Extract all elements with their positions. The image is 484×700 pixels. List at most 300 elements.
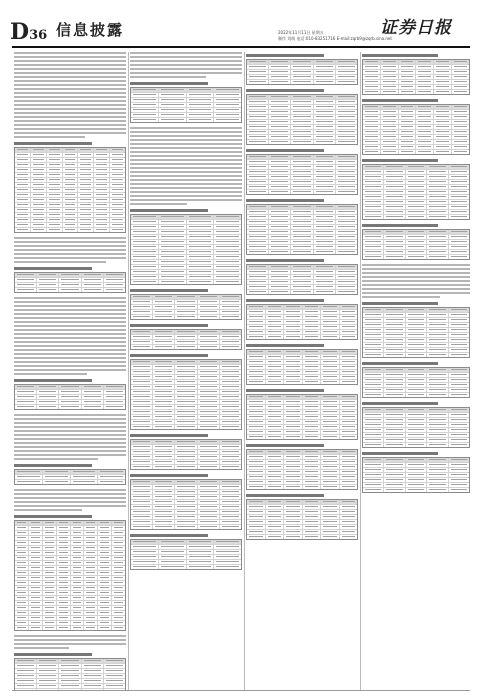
table-cell <box>214 220 241 224</box>
table-cell <box>321 435 340 439</box>
table-row <box>247 140 357 144</box>
table-row <box>363 353 469 357</box>
table-cell <box>98 526 112 530</box>
text-line <box>130 199 242 201</box>
table-cell <box>159 113 187 117</box>
table-cell <box>406 488 427 492</box>
table-cell <box>363 80 381 84</box>
table-cell <box>198 415 220 419</box>
table-cell <box>284 520 303 524</box>
text-line <box>14 313 126 315</box>
table-cell <box>427 368 448 372</box>
table-cell <box>427 205 448 209</box>
table-cell <box>321 380 340 384</box>
table-cell <box>340 450 358 454</box>
text-line <box>14 497 126 499</box>
text-line <box>14 414 126 416</box>
table-cell <box>449 483 469 487</box>
table-cell <box>284 470 303 474</box>
table-cell <box>43 601 57 605</box>
table-cell <box>47 178 63 182</box>
table-cell <box>363 483 384 487</box>
table-cell <box>363 473 384 477</box>
table-cell <box>449 413 469 417</box>
table-cell <box>406 338 427 342</box>
table-cell <box>384 185 405 189</box>
table-cell <box>98 571 112 575</box>
table-cell <box>314 220 336 224</box>
table-cell <box>220 520 241 524</box>
table-cell <box>78 163 94 167</box>
table-cell <box>78 218 94 222</box>
table-cell <box>303 330 322 334</box>
table-cell <box>29 521 43 525</box>
table-cell <box>427 235 448 239</box>
table-cell <box>247 355 266 359</box>
table-cell <box>214 250 241 254</box>
table-cell <box>63 213 79 217</box>
table-cell <box>220 445 241 449</box>
table-cell <box>57 526 71 530</box>
table-cell <box>336 115 357 119</box>
table-cell <box>175 450 197 454</box>
table-cell <box>220 465 241 469</box>
table-cell <box>363 235 384 239</box>
table-cell <box>399 115 417 119</box>
table-cell <box>427 428 448 432</box>
table-cell <box>384 255 405 259</box>
table-cell <box>15 385 37 389</box>
table-cell <box>314 180 336 184</box>
table-cell <box>82 273 104 277</box>
table-cell <box>247 325 266 329</box>
table-cell <box>131 240 159 244</box>
table-cell <box>175 360 197 364</box>
table-cell <box>269 220 291 224</box>
table-cell <box>406 170 427 174</box>
table-cell <box>269 225 291 229</box>
table-cell <box>104 400 125 404</box>
table-cell <box>131 450 153 454</box>
data-table-block <box>362 302 470 358</box>
table-cell <box>266 505 285 509</box>
data-table-block <box>246 149 358 195</box>
table-cell <box>266 335 285 339</box>
table-cell <box>363 125 381 129</box>
data-table-block <box>14 464 126 485</box>
table-cell <box>303 510 322 514</box>
table-cell <box>452 120 469 124</box>
text-line <box>362 280 470 282</box>
table-cell <box>247 170 269 174</box>
text-line <box>362 272 470 274</box>
table-cell <box>434 60 452 64</box>
table-cell <box>63 153 79 157</box>
table-cell <box>284 320 303 324</box>
table-cell <box>406 195 427 199</box>
table-cell <box>269 80 291 84</box>
table-cell <box>220 315 241 319</box>
table-cell <box>43 621 57 625</box>
table-cell <box>363 433 384 437</box>
table-cell <box>363 428 384 432</box>
table-cell <box>220 310 241 314</box>
table-cell <box>427 230 448 234</box>
table-cell <box>220 335 241 339</box>
table-cell <box>363 423 384 427</box>
table-cell <box>363 373 384 377</box>
table-cell <box>427 473 448 477</box>
table-cell <box>314 280 336 284</box>
table-cell <box>104 669 125 673</box>
table-cell <box>159 245 187 249</box>
table-cell <box>291 120 313 124</box>
table-cell <box>84 546 98 550</box>
table-cell <box>336 185 357 189</box>
text-line <box>14 88 126 90</box>
table-cell <box>340 415 358 419</box>
table-caption <box>246 54 324 57</box>
text-paragraph <box>14 52 126 138</box>
table-cell <box>363 115 381 119</box>
table-cell <box>427 383 448 387</box>
table-cell <box>291 110 313 114</box>
table-cell <box>406 210 427 214</box>
table-cell <box>59 664 81 668</box>
table-cell <box>266 530 285 534</box>
table-cell <box>340 500 358 504</box>
table-cell <box>104 664 125 668</box>
table-cell <box>384 323 405 327</box>
data-table <box>246 154 358 195</box>
table-cell <box>247 505 266 509</box>
table-cell <box>284 330 303 334</box>
table-cell <box>71 586 85 590</box>
table-cell <box>269 275 291 279</box>
table-cell <box>314 240 336 244</box>
table-cell <box>131 420 153 424</box>
table-cell <box>416 80 434 84</box>
table-caption <box>246 344 324 347</box>
table-cell <box>363 240 384 244</box>
text-line <box>14 120 126 122</box>
table-cell <box>15 148 31 152</box>
table-cell <box>434 120 452 124</box>
table-cell <box>59 400 81 404</box>
table-caption <box>246 259 324 262</box>
table-cell <box>153 305 175 309</box>
table-cell <box>321 420 340 424</box>
table-caption <box>130 324 208 327</box>
table-cell <box>314 110 336 114</box>
table-cell <box>247 410 266 414</box>
table-cell <box>59 283 81 287</box>
table-cell <box>187 113 215 117</box>
table-cell <box>269 65 291 69</box>
table-cell <box>175 460 197 464</box>
table-cell <box>269 180 291 184</box>
table-cell <box>110 178 125 182</box>
table-cell <box>198 300 220 304</box>
table-cell <box>321 330 340 334</box>
table-cell <box>247 130 269 134</box>
table-cell <box>406 250 427 254</box>
text-line <box>14 647 69 649</box>
table-cell <box>384 463 405 467</box>
table-cell <box>384 235 405 239</box>
table-cell <box>153 520 175 524</box>
table-cell <box>314 185 336 189</box>
table-cell <box>321 480 340 484</box>
table-cell <box>427 190 448 194</box>
table-cell <box>406 318 427 322</box>
table-cell <box>220 455 241 459</box>
table-cell <box>29 601 43 605</box>
table-cell <box>175 305 197 309</box>
table-cell <box>131 345 153 349</box>
table-cell <box>363 328 384 332</box>
table-cell <box>247 95 269 99</box>
table-row <box>363 215 469 219</box>
table-cell <box>340 365 358 369</box>
table-cell <box>247 215 269 219</box>
table-cell <box>112 616 125 620</box>
table-cell <box>381 80 399 84</box>
table-cell <box>247 510 266 514</box>
text-line <box>14 104 126 106</box>
table-cell <box>269 190 291 194</box>
table-cell <box>98 551 112 555</box>
table-row <box>131 315 241 319</box>
table-cell <box>37 283 59 287</box>
table-cell <box>340 325 358 329</box>
table-cell <box>15 576 29 580</box>
data-table <box>246 499 358 540</box>
text-line <box>130 135 242 137</box>
table-cell <box>15 571 29 575</box>
table-cell <box>314 160 336 164</box>
table-cell <box>321 465 340 469</box>
table-cell <box>112 561 125 565</box>
table-cell <box>159 235 187 239</box>
table-cell <box>266 375 285 379</box>
table-cell <box>406 353 427 357</box>
table-caption <box>130 354 208 357</box>
text-line <box>14 237 126 239</box>
table-cell <box>15 273 37 277</box>
text-line <box>14 297 126 299</box>
table-cell <box>71 470 99 474</box>
table-cell <box>449 428 469 432</box>
table-cell <box>291 220 313 224</box>
table-cell <box>284 475 303 479</box>
table-cell <box>187 275 215 279</box>
table-cell <box>406 308 427 312</box>
table-cell <box>78 208 94 212</box>
table-cell <box>427 170 448 174</box>
table-cell <box>449 190 469 194</box>
table-cell <box>47 203 63 207</box>
table-cell <box>98 541 112 545</box>
table-cell <box>187 225 215 229</box>
table-cell <box>131 385 153 389</box>
text-line <box>14 116 126 118</box>
table-cell <box>71 556 85 560</box>
table-cell <box>449 373 469 377</box>
text-line <box>14 639 126 641</box>
table-cell <box>78 153 94 157</box>
table-cell <box>363 190 384 194</box>
table-cell <box>363 175 384 179</box>
table-cell <box>175 385 197 389</box>
table-cell <box>303 520 322 524</box>
table-cell <box>112 611 125 615</box>
data-table-block <box>130 209 242 285</box>
table-cell <box>94 158 110 162</box>
table-cell <box>314 155 336 159</box>
contact-info: 制作 刘萌 电话:010-83251716 E-mail:zqrb9@zqrb.sina.net <box>278 36 392 41</box>
table-cell <box>15 183 31 187</box>
text-line <box>14 418 126 420</box>
table-cell <box>98 475 125 479</box>
table-cell <box>198 495 220 499</box>
table-cell <box>314 170 336 174</box>
table-cell <box>247 315 266 319</box>
table-cell <box>94 193 110 197</box>
table-cell <box>384 478 405 482</box>
data-table <box>130 539 242 570</box>
table-cell <box>340 455 358 459</box>
table-cell <box>131 215 159 219</box>
table-cell <box>198 305 220 309</box>
table-cell <box>269 155 291 159</box>
table-cell <box>29 541 43 545</box>
text-line <box>14 361 126 363</box>
table-cell <box>78 223 94 227</box>
text-line <box>14 76 126 78</box>
table-cell <box>15 288 37 292</box>
text-line <box>362 284 470 286</box>
table-cell <box>159 550 187 554</box>
table-cell <box>175 400 197 404</box>
text-line <box>14 60 126 62</box>
table-cell <box>416 60 434 64</box>
table-cell <box>314 65 336 69</box>
table-cell <box>303 470 322 474</box>
text-line <box>14 635 126 637</box>
table-cell <box>406 255 427 259</box>
table-cell <box>399 90 417 94</box>
table-cell <box>78 188 94 192</box>
table-cell <box>406 235 427 239</box>
table-cell <box>336 60 357 64</box>
data-table <box>246 264 358 295</box>
table-cell <box>449 343 469 347</box>
table-cell <box>84 521 98 525</box>
table-cell <box>31 213 47 217</box>
table-cell <box>187 560 215 564</box>
table-cell <box>15 561 29 565</box>
table-cell <box>220 370 241 374</box>
table-cell <box>71 546 85 550</box>
table-cell <box>110 188 125 192</box>
table-cell <box>175 335 197 339</box>
table-cell <box>449 205 469 209</box>
table-cell <box>303 380 322 384</box>
table-cell <box>303 450 322 454</box>
table-cell <box>247 120 269 124</box>
text-line <box>130 68 242 70</box>
table-row <box>363 255 469 259</box>
table-cell <box>291 230 313 234</box>
data-table <box>246 59 358 85</box>
table-cell <box>15 193 31 197</box>
table-cell <box>187 118 215 122</box>
text-paragraph <box>14 489 126 511</box>
table-cell <box>427 373 448 377</box>
table-cell <box>84 531 98 535</box>
table-cell <box>340 485 358 489</box>
table-cell <box>131 400 153 404</box>
table-caption <box>14 515 92 518</box>
table-cell <box>98 556 112 560</box>
table-cell <box>71 616 85 620</box>
table-cell <box>384 318 405 322</box>
table-cell <box>220 480 241 484</box>
text-line <box>130 60 242 62</box>
table-cell <box>321 355 340 359</box>
table-cell <box>314 70 336 74</box>
table-cell <box>37 405 59 409</box>
table-cell <box>131 465 153 469</box>
table-caption <box>130 289 208 292</box>
table-cell <box>29 546 43 550</box>
table-cell <box>47 198 63 202</box>
table-cell <box>266 400 285 404</box>
text-line <box>130 159 242 161</box>
table-cell <box>198 375 220 379</box>
table-cell <box>449 423 469 427</box>
table-cell <box>363 230 384 234</box>
table-cell <box>406 215 427 219</box>
table-cell <box>214 235 241 239</box>
table-cell <box>384 240 405 244</box>
data-table-block <box>246 444 358 490</box>
table-cell <box>153 375 175 379</box>
table-cell <box>15 541 29 545</box>
table-cell <box>43 556 57 560</box>
table-cell <box>384 388 405 392</box>
table-cell <box>336 175 357 179</box>
table-cell <box>336 70 357 74</box>
table-cell <box>291 60 313 64</box>
table-cell <box>266 535 285 539</box>
table-cell <box>449 488 469 492</box>
table-cell <box>427 195 448 199</box>
table-cell <box>43 576 57 580</box>
table-cell <box>291 130 313 134</box>
table-cell <box>247 365 266 369</box>
table-cell <box>110 148 125 152</box>
table-cell <box>266 365 285 369</box>
table-cell <box>175 495 197 499</box>
table-cell <box>314 100 336 104</box>
table-cell <box>284 350 303 354</box>
table-cell <box>131 225 159 229</box>
table-cell <box>214 565 241 569</box>
table-cell <box>31 163 47 167</box>
table-cell <box>198 315 220 319</box>
